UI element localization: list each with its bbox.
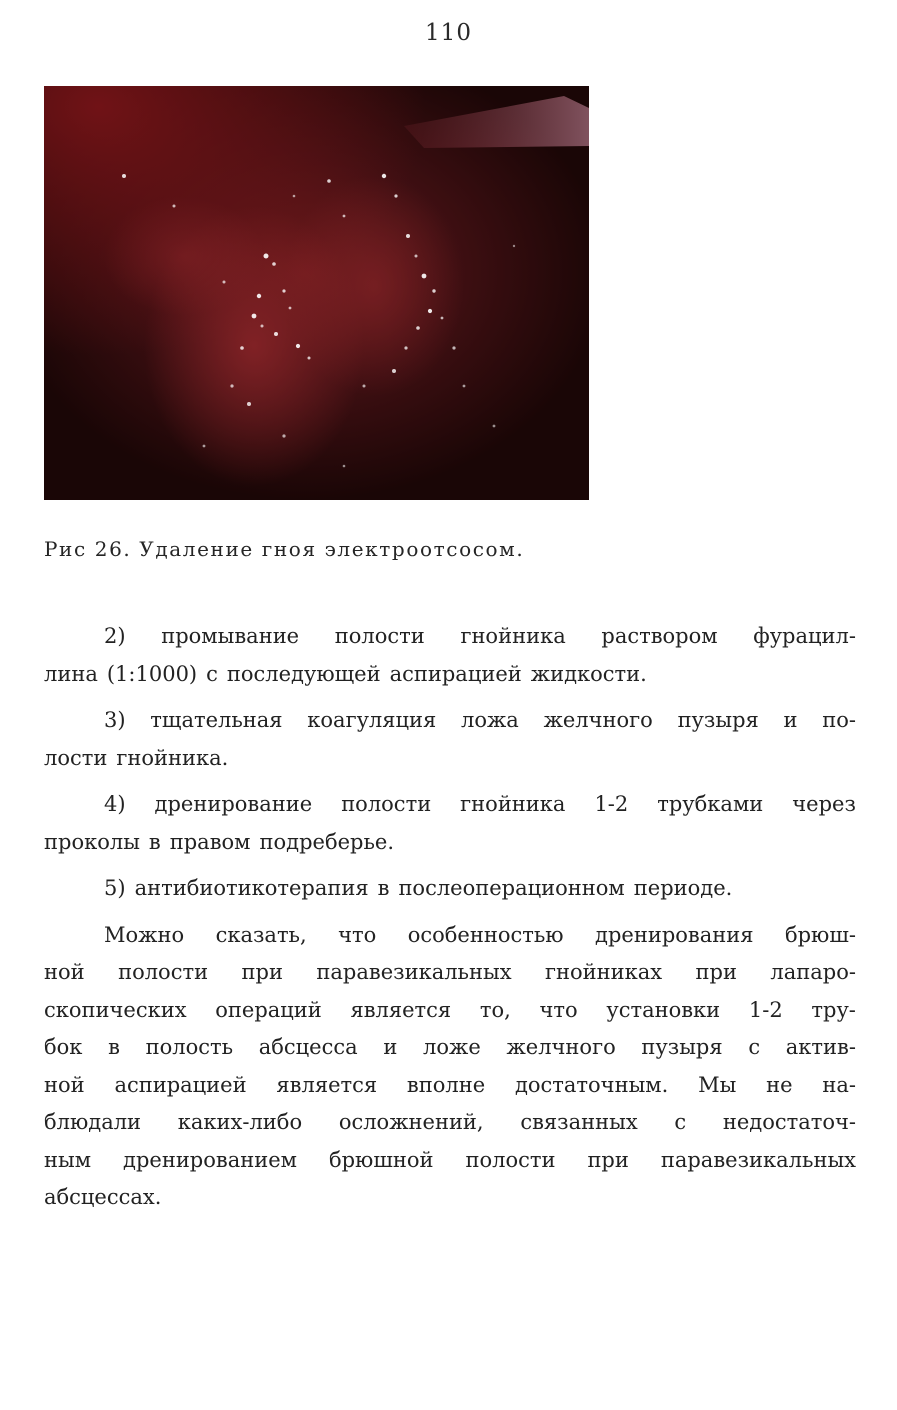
paragraph-line [44, 786, 856, 824]
word: при [695, 960, 737, 984]
word: является [350, 997, 452, 1022]
word: актив- [785, 1035, 856, 1059]
word: сказать, [215, 922, 307, 947]
paragraph-line [44, 1067, 856, 1105]
endoscopic-photo-image [44, 86, 589, 500]
word: полости [341, 792, 432, 816]
word: гнойника. [116, 745, 229, 770]
word: осложнений, [338, 1110, 484, 1134]
word: с [748, 1035, 761, 1059]
word: правом [169, 829, 251, 854]
word: полости [334, 624, 425, 648]
word: коагуляция [307, 708, 437, 732]
word: (1:1000) [106, 661, 198, 686]
word: аспирацией [114, 1072, 247, 1097]
word: фурацил- [753, 624, 856, 648]
word: гнойника [460, 792, 566, 816]
word: проколы [44, 829, 140, 854]
word: 3) [104, 708, 126, 732]
word: пузыря [677, 708, 759, 732]
word: жидкости. [530, 661, 647, 686]
paragraph-line [44, 917, 856, 955]
word: Можно [104, 922, 185, 947]
word: полости [118, 960, 209, 984]
word: что [338, 922, 377, 947]
word: 1-2 [594, 792, 629, 816]
word: с [206, 661, 218, 686]
word: бок [44, 1035, 83, 1059]
paragraph-line [44, 1104, 856, 1142]
word: абсцессах. [44, 1185, 162, 1209]
word: в [148, 829, 161, 854]
word: по- [822, 708, 856, 732]
paragraph-line [44, 618, 856, 656]
word: аспирацией [389, 661, 522, 686]
word: брюшной [328, 1147, 434, 1172]
body-text [44, 618, 856, 1217]
word: желчного [506, 1035, 616, 1059]
word: пузыря [641, 1035, 723, 1059]
word: тщательная [150, 708, 283, 732]
word: достаточным. [514, 1072, 669, 1097]
word: раствором [601, 624, 718, 648]
word: Мы [698, 1072, 737, 1097]
word: при [241, 960, 283, 984]
word: 4) [104, 792, 126, 816]
word: лости [44, 745, 108, 770]
word: гнойника [460, 624, 566, 648]
paragraph-line [44, 740, 856, 778]
word: дренированием [123, 1147, 297, 1172]
word: на- [822, 1072, 856, 1097]
word: 2) [104, 624, 126, 648]
word: с [674, 1110, 687, 1134]
word: особенностью [407, 922, 564, 947]
paragraph-line [44, 992, 856, 1030]
page-number: 110 [425, 20, 472, 46]
paragraph-line [44, 870, 856, 908]
paragraph-line [44, 656, 856, 694]
word: послеоперационном [398, 876, 625, 900]
word: и [383, 1035, 398, 1059]
word: паравезикальных [316, 960, 512, 984]
paragraph-line [44, 1179, 856, 1217]
word: лина [44, 661, 98, 686]
word: является [276, 1072, 378, 1097]
word: дренирования [595, 922, 754, 947]
word: брюш- [784, 922, 856, 947]
word: в [108, 1035, 120, 1059]
paragraph-line [44, 824, 856, 862]
word: ной [44, 1072, 85, 1097]
paragraph-line [44, 1142, 856, 1180]
word: что [539, 997, 578, 1022]
word: каких-либо [177, 1110, 303, 1134]
endoscopic-photo [44, 86, 589, 500]
word: операций [215, 997, 322, 1022]
word: скопических [44, 997, 187, 1022]
word: в [377, 876, 390, 900]
word: трубками [657, 792, 764, 816]
word: полость [145, 1035, 234, 1059]
word: гнойниках [544, 960, 663, 984]
paragraph-line [44, 954, 856, 992]
word: тру- [811, 997, 856, 1022]
word: ным [44, 1147, 92, 1172]
word: ложа [461, 708, 519, 732]
word: блюдали [44, 1110, 142, 1134]
word: 5) [104, 876, 126, 900]
word: через [792, 792, 856, 816]
paragraph-line [44, 1029, 856, 1067]
word: абсцесса [258, 1035, 358, 1059]
word: подреберье. [259, 829, 394, 854]
word: не [766, 1072, 793, 1097]
word: и [783, 708, 798, 732]
word: 1-2 [748, 997, 783, 1022]
word: лапаро- [770, 960, 856, 984]
paragraph-line [44, 702, 856, 740]
word: паравезикальных [660, 1147, 856, 1172]
word: промывание [161, 624, 300, 648]
word: последующей [226, 661, 381, 686]
word: при [587, 1147, 629, 1172]
word: ложе [423, 1035, 481, 1059]
word: установки [606, 997, 721, 1022]
word: полости [465, 1147, 556, 1172]
word: связанных [520, 1110, 638, 1134]
word: вполне [406, 1072, 486, 1097]
word: дренирование [154, 792, 313, 816]
word: периоде. [633, 876, 733, 900]
word: то, [479, 997, 511, 1022]
word: недостаточ- [722, 1110, 856, 1134]
word: желчного [543, 708, 653, 732]
word: антибиотикотерапия [134, 876, 369, 900]
word: ной [44, 960, 85, 984]
figure-caption: Рис 26. Удаление гноя электроотсосом. [44, 537, 525, 561]
